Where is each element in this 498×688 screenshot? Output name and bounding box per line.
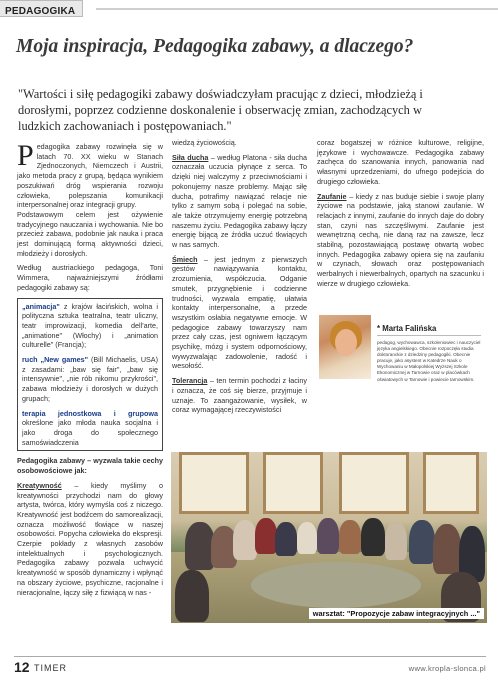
website-link[interactable]: www.kropla-slonca.pl [408,664,486,673]
footer-rule [14,656,486,657]
header-rule [96,8,498,10]
sources-box [17,298,163,452]
goal-paragraph: Podstawowym celem jest ożywienie tradycyjnego nauczania i wychowania. Nie bo przecież zabawa, podobnie jak nauka i praca jest dominującą formą aktywności dzieci, młodzieży i dorosłych. [17,209,163,258]
trait-spirit: Siła ducha – według Platona - siła ducha oznaczała uczucia płynące z serca. To dzięki niej walczymy z przeciwnościami i pokonujemy nasze problemy. Mając siłę ducha, potrafimy nawiązać relacje nie tylko z samym sobą i polegać na sobie, ale także otrzymujemy energię potrzebną naszemu życiu. Pedagogika zabawy łączy energię bijącą ze źródła uczuć tkwiących w nas samych. [172,152,307,250]
sources-intro: Według austriackiego pedagoga, Toni Wimmera, najważniejszymi źródłami pedagogiki zabawy są: [17,263,163,292]
article-title: Moja inspiracja, Pedagogika zabawy, a dlaczego? [16,36,414,57]
author-bio: pedagog, wychowawca, szkoleniowiec i nauczyciel języka angielskiego. Obecnie rozpoczęła studia doktoranckie z dziedziny pedagogiki. Obecnie pracuje, jako asystent w Katedrze Nauk o Wychowaniu w Małopolskiej Wyższej Szkole Ekonomicznej w Tarnowie oraz w placówkach oświatowych w Tarnowie i powiecie tarnowskim. [377,340,481,382]
column-3 [317,138,484,289]
source-item: ruch „New games" (Bill Michaelis, USA) z zasadami: „baw się fair", „baw się intensywnie", „nie rób nikomu przykrości", zabawa młodzieży i dorosłych w dużych grupach; [22,355,158,403]
trait-laughter: Śmiech – jest jednym z pierwszych gestów nawiązywania kontaktu, zrozumienia, współczucia. Odganie smutek, przygnębienie i codzienne trudności, wyzwala empatię, ułatwia kontakty interpersonalne, a przede wszystkim osłabia negatywne emocje. W pedagogice zabawy towarzyszy nam przez cały czas, jest ogniwem łączącym psychikę, mózg i system odpornościowy, wywyzwalając zadowolenie, radość i wesołość. [172,254,307,371]
lead-quote: "Wartości i siłę pedagogiki zabawy doświadczyłam pracując z dzieci, młodzieżą i dorosłymi, poprzez codzienne doskonalenie i obserwację zmian, zachodzących w ludzkich zachowaniach i postępowaniach." [18,87,423,133]
publication-name: TIMER [34,663,67,673]
photo-caption: warsztat: "Propozycje zabaw integracyjnych ..." [309,608,484,619]
continuation-text: wiedzą życiowością. [172,138,237,147]
section-label: PEDAGOGIKA [5,6,76,17]
traits-intro: Pedagogika zabawy – wyzwala takie cechy osobowościowe jak: [17,456,163,476]
continuation-text: coraz bogatszej w różnice kulturowe, religijne, językowe i wychowawcze. Pedagogika zabawy zachęca do szanowania innych, panowania nad własnymi uprzedzeniami, do ufnego podejścia do drugiego człowieka. [317,138,484,186]
source-item: „animacja" z krajów łacińskich, wolna i polityczna sztuka teatralna, teatr uliczny, teatr improwizacji, komedia dell'arte, „animatione" (Włochy) i „animation culturelle" (Francja); [22,301,158,350]
workshop-photo [171,452,487,623]
column-2 [172,138,307,415]
page-number: 12 [14,659,30,675]
trait-trust: Zaufanie – kiedy z nas buduje siebie i swoje plany życiowe na podstawie, jaką stanowi zaufanie. W relacjach z innymi, zaufanie do innych daje do dobry stan, czyni nas szczęśliwymi. Zaufanie jest wewnętrzną cechą, nie daną raz na zawsze, lecz stabilną, pozostawiającą postawę otwartą wobec innych. Pedagogika zabawy opiera się na zaufaniu w czynach, słowach oraz postępowaniach werbalnych i niewerbalnych, opartych na szacunku i wierze w drugiego człowieka. [317,191,484,288]
trait-tolerance: Tolerancja – ten termin pochodzi z łaciny i oznacza, że coś się bierze, przyjmuje i uznaje. To zaangażowanie, wysiłek, w coraz wymagającej rzeczywistości [172,376,307,415]
author-name: * Marta Falińska [377,324,481,336]
trait-creativity: Kreatywność – kiedy myślimy o kreatywności przychodzi nam do głowy artysta, twórca, który wymyśla coś z niczego. Kreatywność jest bodźcem do samorealizacji, oznacza możliwość tkwiące w naszej osobowości. Popycha człowieka do ekspresji. Czerpie pokłady z własnych zasobów intelektualnych i psychologicznych. Pedagogika zabawy pozwala uchwycić kreatywność w sposób dynamiczny i wpłynąć na obszary życiowe, psychiczne, racjonalne i nieracjonalne, łączy siłę z fizwiącą w nas - [17,480,163,597]
source-item: terapia jednostkowa i grupowa określone jako młoda nauka socjalna i jako droga do społecznego samoświadczenia [22,408,158,447]
intro-paragraph: Pedagogika zabawy rozwinęła się w latach 70. XX wieku w Stanach Zjednoczonych, Niemczech i Austrii, jako metoda pracy z grupą, będąca wynikiem poszukiwań dróg wspierania rozwoju człowieka, polepszania komunikacji interpersonalnej oraz integracji grupy. [17,139,163,210]
author-photo [319,315,371,379]
drop-cap: P [17,139,34,172]
column-1 [17,139,163,597]
section-tab [0,0,83,17]
